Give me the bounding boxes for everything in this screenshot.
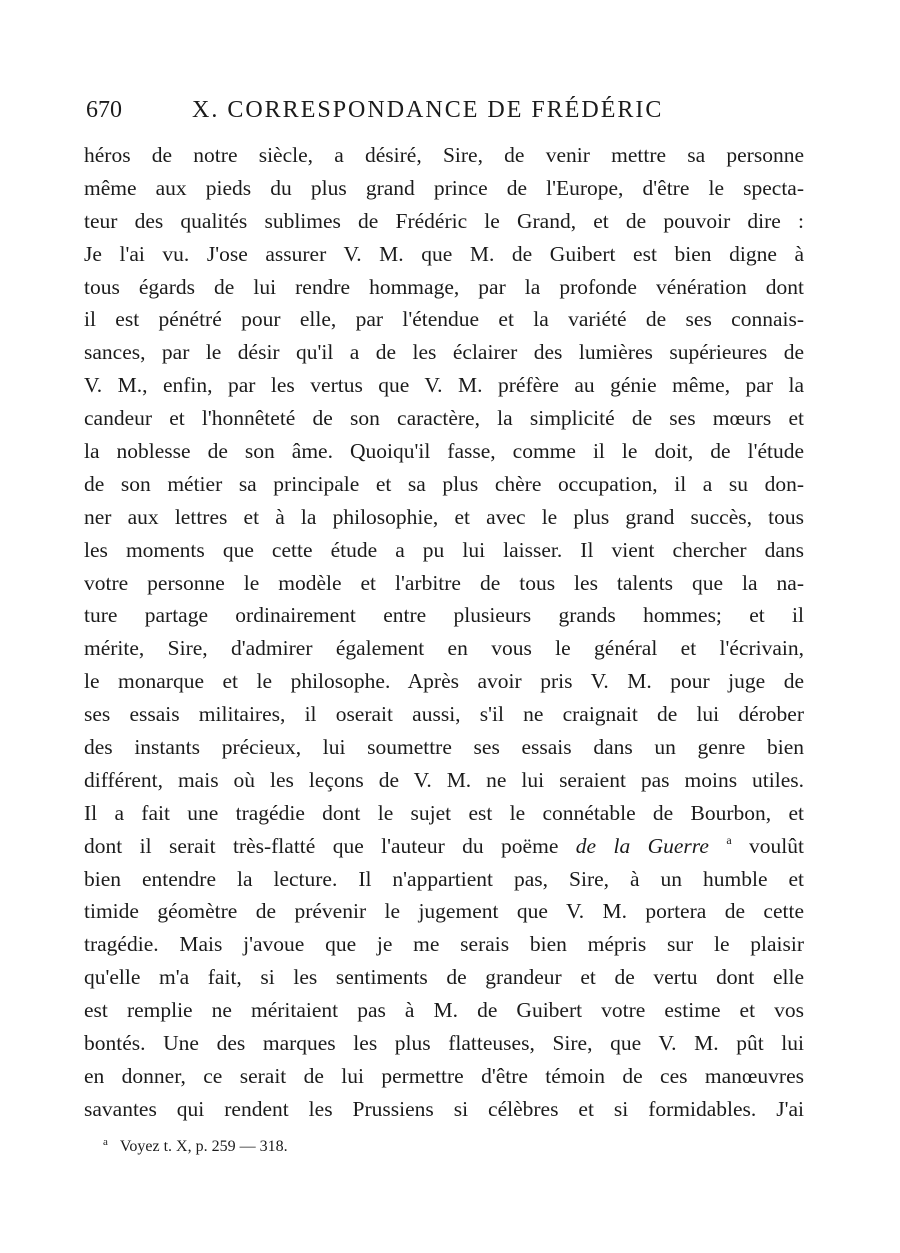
text-line: est remplie ne méritaient pas à M. de Guibert votre estime et vos (84, 998, 804, 1023)
text-line: de son métier sa principale et sa plus chère occupation, il a su don- (84, 471, 804, 496)
text-line: les moments que cette étude a pu lui laisser. Il vient chercher dans (84, 537, 804, 562)
footnote-marker: a (726, 832, 732, 847)
page-number: 670 (86, 97, 122, 123)
footnote (103, 1130, 288, 1159)
text-line: mérite, Sire, d'admirer également en vous le général et l'écrivain, (84, 636, 804, 661)
text-line: timide géomètre de prévenir le jugement que V. M. portera de cette (84, 899, 804, 924)
text-line-with-footnote (84, 830, 804, 863)
text-line: Je l'ai vu. J'ose assurer V. M. que M. de Guibert est bien digne à (84, 241, 804, 266)
text-line: le monarque et le philosophe. Après avoir pris V. M. pour juge de (84, 669, 804, 694)
chapter-title: X. CORRESPONDANCE DE FRÉDÉRIC (192, 97, 664, 123)
text-line: ture partage ordinairement entre plusieurs grands hommes; et il (84, 603, 804, 628)
text-line: Il a fait une tragédie dont le sujet est le connétable de Bourbon, et (84, 800, 804, 825)
text-line: même aux pieds du plus grand prince de l'Europe, d'être le specta- (84, 175, 804, 200)
text-line: la noblesse de son âme. Quoiqu'il fasse, comme il le doit, de l'étude (84, 439, 804, 464)
running-head (86, 92, 816, 128)
text-line: en donner, ce serait de lui permettre d'être témoin de ces manœuvres (84, 1063, 804, 1088)
text-line: votre personne le modèle et l'arbitre de tous les talents que la na- (84, 570, 804, 595)
text-line: bien entendre la lecture. Il n'appartient pas, Sire, à un humble et (84, 866, 804, 891)
text-line: bontés. Une des marques les plus flatteuses, Sire, que V. M. pût lui (84, 1031, 804, 1056)
line-text-after: voulût (731, 833, 804, 858)
text-line: teur des qualités sublimes de Frédéric le Grand, et de pouvoir dire : (84, 208, 804, 233)
text-line: sances, par le désir qu'il a de les éclairer des lumières supérieures de (84, 340, 804, 365)
text-line: tragédie. Mais j'avoue que je me serais bien mépris sur le plaisir (84, 932, 804, 957)
body-text (84, 139, 804, 1126)
text-line: héros de notre siècle, a désiré, Sire, de venir mettre sa personne (84, 143, 804, 167)
text-line: V. M., enfin, par les vertus que V. M. préfère au génie même, par la (84, 373, 804, 398)
footnote-text: Voyez t. X, p. 259 — 318. (119, 1138, 288, 1155)
text-line: ner aux lettres et à la philosophie, et avec le plus grand succès, tous (84, 504, 804, 529)
text-line: différent, mais où les leçons de V. M. ne lui seraient pas moins utiles. (84, 767, 804, 792)
text-line: tous égards de lui rendre hommage, par la profonde vénération dont (84, 274, 804, 299)
text-line: candeur et l'honnêteté de son caractère, la simplicité de ses mœurs et (84, 406, 804, 431)
poem-title: de la Guerre (575, 833, 709, 858)
text-line: qu'elle m'a fait, si les sentiments de grandeur et de vertu dont elle (84, 965, 804, 990)
text-line: il est pénétré pour elle, par l'étendue et la variété de ses connais- (84, 307, 804, 332)
text-line: savantes qui rendent les Prussiens si célèbres et si formidables. J'ai (84, 1096, 804, 1121)
text-line: des instants précieux, lui soumettre ses essais dans un genre bien (84, 735, 804, 760)
line-text-before: dont il serait très-flatté que l'auteur du poëme (84, 833, 576, 858)
text-line: ses essais militaires, il oserait aussi, s'il ne craignait de lui dérober (84, 702, 804, 727)
footnote-ref: a (103, 1136, 108, 1148)
